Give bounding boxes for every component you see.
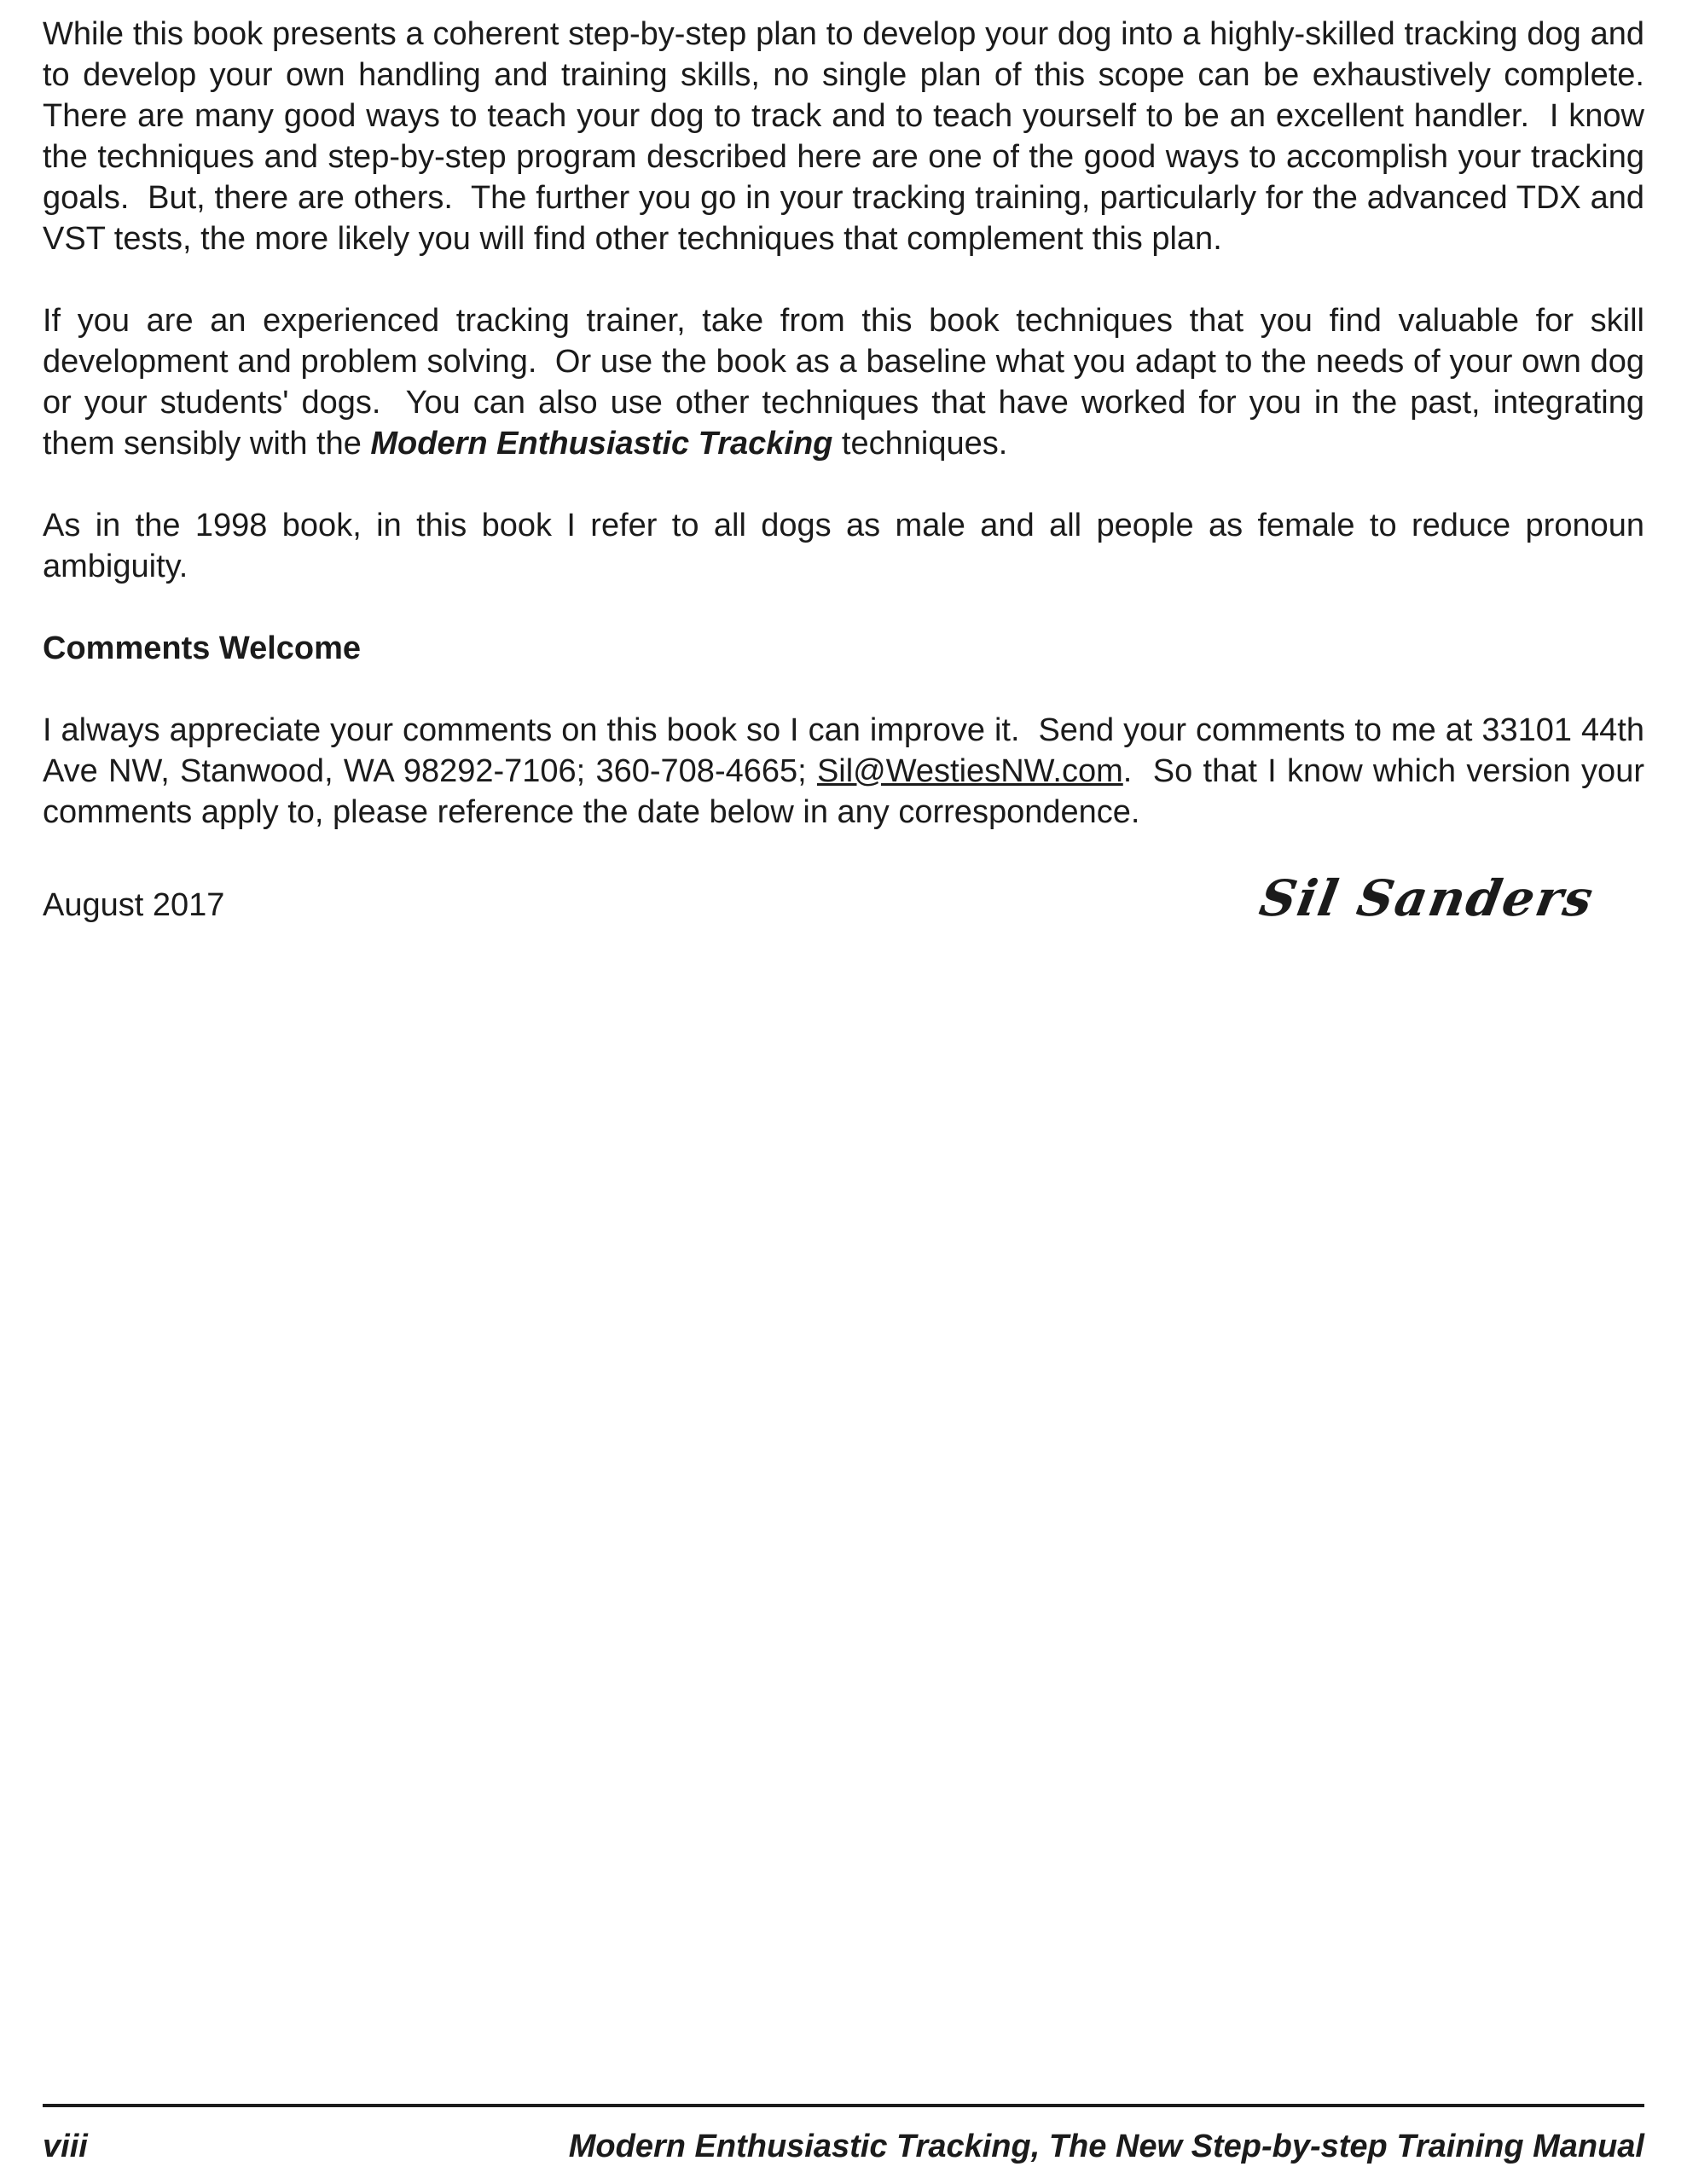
paragraph-intro-plan: While this book presents a coherent step-by-step plan to develop your dog into a highly-skilled tracking dog and to develop your own handling and training skills, no single plan of this scope can be exhaustively complete. There are many good ways to teach your dog to track and to teach yourself to be an excellent handler. I know the techniques and step-by-step program described here are one of the good ways to accomplish your tracking goals. But, there are others. The further you go in your tracking training, particularly for the advanced TDX and VST tests, the more likely you will find other techniques that complement this plan. (43, 16, 1663, 257)
date-text: August 2017 (43, 887, 225, 923)
footer-book-title: Modern Enthusiastic Tracking, The New Step-by-step Training Manual (568, 2129, 1644, 2164)
paragraph-2-text-before: If you are an experienced tracking trainer, take from this book techniques that you find valuable for skill development and problem solving. Or use the book as a baseline what you adapt to the needs of your own dog or your students' dogs. You can also use other techniques that have worked for you in the past, integrating them sensibly with the (43, 303, 1654, 462)
author-signature: Sil Sanders (1255, 869, 1598, 927)
paragraph-4-text-before: I always appreciate your comments on this book so I can improve it. Send your comments to me at 33101 44th Ave NW, Stanwood, WA 98292-7106; 360-708-4665; (43, 712, 1652, 789)
paragraph-4-text-after: . So that I know which version your comments apply to, please reference the date below in any correspondence. (43, 753, 1654, 830)
paragraph-pronoun-note: As in the 1998 book, in this book I refer to all dogs as male and all people as female to reduce pronoun ambiguity. (43, 508, 1654, 584)
page-footer (43, 2104, 1644, 2165)
paragraph-experienced-trainer (43, 300, 1654, 464)
comments-welcome-heading: Comments Welcome (43, 630, 362, 666)
date-signature-row (43, 869, 1644, 927)
footer-page-number: viii (43, 2129, 88, 2164)
inline-book-title: Modern Enthusiastic Tracking (370, 426, 833, 462)
email-link[interactable]: Sil@WestiesNW.com (816, 753, 1123, 789)
paragraph-comments (43, 710, 1654, 833)
paragraph-2-text-after: techniques. (832, 426, 1008, 462)
